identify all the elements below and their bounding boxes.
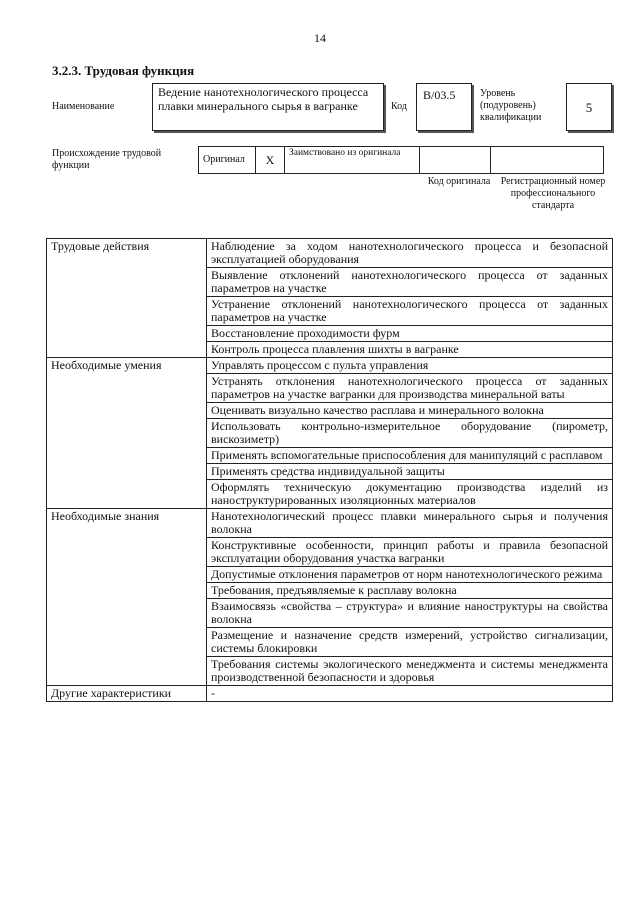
original-code-cell <box>419 146 491 174</box>
item-cell: Выявление отклонений нанотехнологического процесса от заданных параметров на участке <box>207 268 613 297</box>
category-cell: Необходимые умения <box>47 358 207 509</box>
item-cell: Устранение отклонений нанотехнологического процесса от заданных параметров на участке <box>207 297 613 326</box>
level-label: Уровень (подуровень) квалификации <box>480 88 542 123</box>
item-cell: Взаимосвязь «свойства – структура» и влияние наноструктуры на свойства волокна <box>207 599 613 628</box>
code-label: Код <box>391 101 407 112</box>
item-cell: Допустимые отклонения параметров от норм нанотехнологического режима <box>207 567 613 583</box>
item-cell: Применять средства индивидуальной защиты <box>207 464 613 480</box>
table-row <box>47 239 613 268</box>
table-row <box>47 358 613 374</box>
item-cell: Требования системы экологического менеджмента и системы менеджмента производственной безопасности и здоровья <box>207 657 613 686</box>
page-number: 14 <box>314 31 326 45</box>
item-cell: Размещение и назначение средств измерений, устройство сигнализации, системы блокировки <box>207 628 613 657</box>
category-cell: Необходимые знания <box>47 509 207 686</box>
code-value-box: В/03.5 <box>416 83 472 131</box>
level-value-box: 5 <box>566 83 612 131</box>
reg-number-caption: Регистрационный номер профессионального стандарта <box>500 176 606 211</box>
item-cell: Использовать контрольно-измерительное оборудование (пирометр, вискозиметр) <box>207 419 613 448</box>
reg-number-cell <box>490 146 604 174</box>
table-row <box>47 509 613 538</box>
origin-row <box>199 146 604 174</box>
item-cell: Восстановление проходимости фурм <box>207 326 613 342</box>
original-mark: X <box>255 146 285 174</box>
category-cell: Другие характеристики <box>47 686 207 702</box>
section-title: 3.2.3. Трудовая функция <box>52 63 195 78</box>
table-row <box>47 686 613 702</box>
item-cell: Управлять процессом с пульта управления <box>207 358 613 374</box>
function-table-body <box>47 239 613 702</box>
code-original-caption: Код оригинала <box>427 176 491 187</box>
item-cell: Нанотехнологический процесс плавки минерального сырья и получения волокна <box>207 509 613 538</box>
borrowed-cell: Заимствовано из оригинала <box>284 146 420 174</box>
item-cell: Конструктивные особенности, принцип работы и правила безопасной эксплуатации оборудования участка вагранки <box>207 538 613 567</box>
item-cell: Требования, предъявляемые к расплаву волокна <box>207 583 613 599</box>
naming-label: Наименование <box>52 101 115 112</box>
function-name-box: Ведение нанотехнологического процесса плавки минерального сырья в вагранке <box>152 83 384 131</box>
original-cell: Оригинал <box>198 146 256 174</box>
item-cell: - <box>207 686 613 702</box>
item-cell: Оценивать визуально качество расплава и минерального волокна <box>207 403 613 419</box>
item-cell: Контроль процесса плавления шихты в вагранке <box>207 342 613 358</box>
item-cell: Наблюдение за ходом нанотехнологического процесса и безопасной эксплуатацией оборудования <box>207 239 613 268</box>
category-cell: Трудовые действия <box>47 239 207 358</box>
item-cell: Оформлять техническую документацию производства изделий из наноструктурированных изоляционных материалов <box>207 480 613 509</box>
item-cell: Применять вспомогательные приспособления для манипуляций с расплавом <box>207 448 613 464</box>
origin-label: Происхождение трудовой функции <box>52 148 162 171</box>
item-cell: Устранять отклонения нанотехнологического процесса от заданных параметров на участке вагранки для производства минеральной ваты <box>207 374 613 403</box>
function-table <box>46 238 613 702</box>
